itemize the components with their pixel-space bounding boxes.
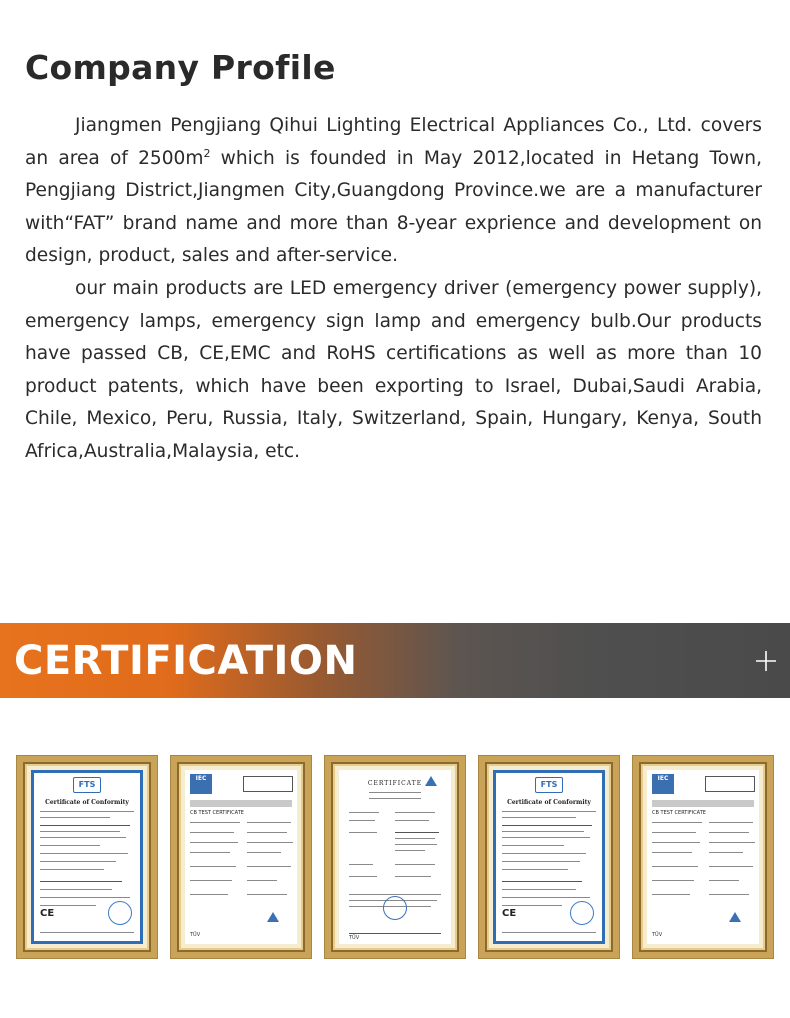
- certificate-frame-4[interactable]: [479, 756, 619, 958]
- superscript-2: 2: [203, 146, 211, 160]
- certificate-frame-3[interactable]: [325, 756, 465, 958]
- certification-banner: [0, 623, 790, 698]
- seal-icon: [570, 901, 594, 925]
- header-bar: [652, 800, 754, 807]
- tuv-triangle-icon: [729, 912, 741, 922]
- header-box: [705, 776, 755, 792]
- certification-title: CERTIFICATION: [14, 638, 358, 684]
- company-profile-body: [25, 110, 762, 469]
- certificate-heading: CB TEST CERTIFICATE: [190, 810, 244, 816]
- tuv-mark: TÜV: [349, 935, 360, 941]
- tuv-triangle-icon: [267, 912, 279, 922]
- fts-logo-icon: FTS: [73, 777, 101, 793]
- certificate-frame-2[interactable]: [171, 756, 311, 958]
- fts-logo-icon: FTS: [535, 777, 563, 793]
- profile-paragraph-1-text: Jiangmen Pengjiang Qihui Lighting Electrical Appliances Co., Ltd. covers an area of 2500m: [25, 115, 762, 169]
- ce-mark-icon: CE: [502, 908, 517, 919]
- seal-icon: [108, 901, 132, 925]
- certificates-gallery: [0, 756, 790, 962]
- company-profile-title: Company Profile: [25, 48, 336, 87]
- certificate-document-2: [185, 770, 297, 944]
- seal-icon: [383, 896, 407, 920]
- plus-icon[interactable]: [754, 649, 778, 673]
- iec-logo-icon: IEC: [652, 774, 674, 794]
- certificate-heading: CERTIFICATE: [367, 780, 423, 787]
- tuv-mark: TÜV: [190, 932, 201, 938]
- profile-paragraph-1: [25, 110, 762, 273]
- certificate-document-3: [339, 770, 451, 944]
- certificate-document-1: [31, 770, 143, 944]
- certificate-heading: Certificate of Conformity: [45, 799, 129, 806]
- certificate-frame-1[interactable]: [17, 756, 157, 958]
- profile-paragraph-1-rest: which is founded in May 2012,located in Hetang Town, Pengjiang District,Jiangmen City,Guangdong Province.we are a manufacturer with“FAT” brand name and more than 8-year exprience and development on design, product, sales and after-service.: [25, 147, 762, 267]
- certificate-document-4: [493, 770, 605, 944]
- ce-mark-icon: CE: [40, 908, 55, 919]
- header-bar: [190, 800, 292, 807]
- iec-logo-icon: IEC: [190, 774, 212, 794]
- profile-paragraph-2: our main products are LED emergency driver (emergency power supply), emergency lamps, emergency sign lamp and emergency bulb.Our products have passed CB, CE,EMC and RoHS certifications as well as more than 10 product patents, which have been exporting to Israel, Dubai,Saudi Arabia, Chile, Mexico, Peru, Russia, Italy, Switzerland, Spain, Hungary, Kenya, South Africa,Australia,Malaysia, etc.: [25, 277, 762, 462]
- certificate-heading: CB TEST CERTIFICATE: [652, 810, 706, 816]
- tuv-triangle-icon: [425, 776, 437, 786]
- certificate-frame-5[interactable]: [633, 756, 773, 958]
- certificate-heading: Certificate of Conformity: [507, 799, 591, 806]
- certificate-document-5: [647, 770, 759, 944]
- tuv-mark: TÜV: [652, 932, 663, 938]
- header-box: [243, 776, 293, 792]
